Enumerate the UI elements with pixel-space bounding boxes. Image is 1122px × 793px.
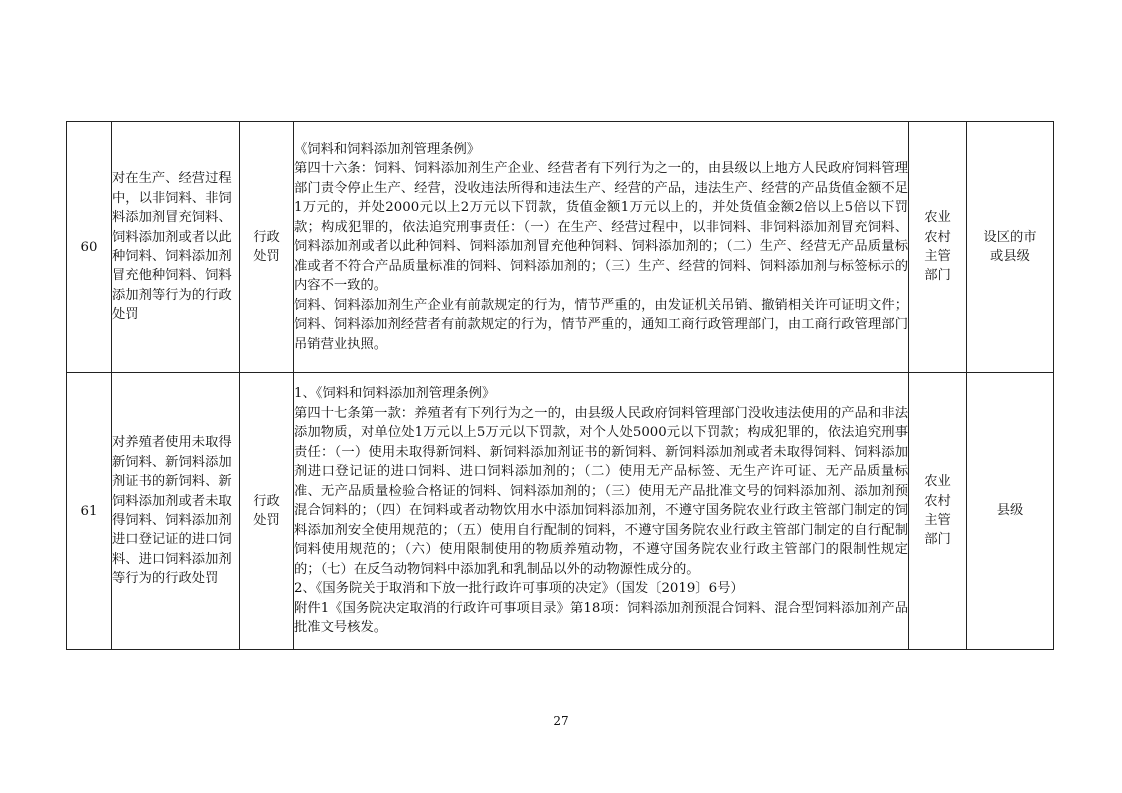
jurisdiction-level-label: 设区的市 或县级 xyxy=(983,229,1037,264)
category-cell xyxy=(240,373,294,650)
basis-paragraph: 《饲料和饲料添加剂管理条例》 xyxy=(294,141,481,157)
row-number: 61 xyxy=(67,373,112,650)
jurisdiction-level-cell xyxy=(967,373,1054,650)
table-row xyxy=(67,122,1054,373)
basis-paragraph: 第四十六条：饲料、饲料添加剂生产企业、经营者有下列行为之一的，由县级以上地方人民政府饲料管理部门责令停止生产、经营，没收违法所得和违法生产、经营的产品，违法生产、经营的产品货值金额不足1万元的，并处2000元以上2万元以下罚款，货值金额1万元以上的，并处货值金额2倍以上5倍以下罚款；构成犯罪的，依法追究刑事责任：（一）在生产、经营过程中，以非饲料、非饲料添加剂冒充饲料、饲料添加剂或者以此种饲料、饲料添加剂冒充他种饲料、饲料添加剂的；（二）生产、经营无产品质量标准或者不符合产品质量标准的饲料、饲料添加剂的；（三）生产、经营的饲料、饲料添加剂与标签标示的内容不一致的。 xyxy=(294,161,908,294)
category-label: 行政 处罚 xyxy=(253,229,280,264)
category-label: 行政 处罚 xyxy=(253,493,280,528)
enforcement-items-table xyxy=(66,121,1054,650)
item-name: 对养殖者使用未取得新饲料、新饲料添加剂证书的新饲料、新饲料添加剂或者未取得饲料、饲料添加剂进口登记证的进口饲料、进口饲料添加剂等行为的行政处罚 xyxy=(112,373,240,650)
department-label: 农业 农村 主管 部门 xyxy=(924,474,951,548)
item-name: 对在生产、经营过程中，以非饲料、非饲料添加剂冒充饲料、饲料添加剂或者以此种饲料、饲料添加剂冒充他种饲料、饲料添加剂等行为的行政处罚 xyxy=(112,122,240,373)
basis-paragraph: 2、《国务院关于取消和下放一批行政许可事项的决定》（国发〔2019〕6号） xyxy=(294,581,744,597)
basis-paragraph: 第四十七条第一款：养殖者有下列行为之一的，由县级人民政府饲料管理部门没收违法使用的产品和非法添加物质，对单位处1万元以上5万元以下罚款，对个人处5000元以下罚款；构成犯罪的，依法追究刑事责任：（一）使用未取得新饲料、新饲料添加剂证书的新饲料、新饲料添加剂或者未取得饲料、饲料添加剂进口登记证的进口饲料、进口饲料添加剂的；（二）使用无产品标签、无生产许可证、无产品质量标准、无产品质量检验合格证的饲料、饲料添加剂的；（三）使用无产品批准文号的饲料添加剂、添加剂预混合饲料的；（四）在饲料或者动物饮用水中添加饲料添加剂，不遵守国务院农业行政主管部门制定的饲料添加剂安全使用规范的；（五）使用自行配制的饲料，不遵守国务院农业行政主管部门制定的自行配制饲料使用规范的；（六）使用限制使用的物质养殖动物，不遵守国务院农业行政主管部门的限制性规定的；（七）在反刍动物饲料中添加乳和乳制品以外的动物源性成分的。 xyxy=(294,405,908,577)
legal-basis-cell xyxy=(294,122,909,373)
legal-basis-cell xyxy=(294,373,909,650)
page-number: 27 xyxy=(553,714,569,728)
department-cell xyxy=(909,122,967,373)
category-cell xyxy=(240,122,294,373)
basis-paragraph: 饲料、饲料添加剂生产企业有前款规定的行为，情节严重的，由发证机关吊销、撤销相关许可证明文件；饲料、饲料添加剂经营者有前款规定的行为，情节严重的，通知工商行政管理部门，由工商行政管理部门吊销营业执照。 xyxy=(294,297,908,352)
table-row xyxy=(67,373,1054,650)
jurisdiction-level-cell xyxy=(967,122,1054,373)
basis-paragraph: 1、《饲料和饲料添加剂管理条例》 xyxy=(294,386,496,402)
jurisdiction-level-label: 县级 xyxy=(996,503,1024,519)
department-label: 农业 农村 主管 部门 xyxy=(924,210,951,284)
department-cell xyxy=(909,373,967,650)
row-number: 60 xyxy=(67,122,112,373)
basis-paragraph: 附件1《国务院决定取消的行政许可事项目录》第18项：饲料添加剂预混合饲料、混合型饲料添加剂产品批准文号核发。 xyxy=(294,600,908,636)
